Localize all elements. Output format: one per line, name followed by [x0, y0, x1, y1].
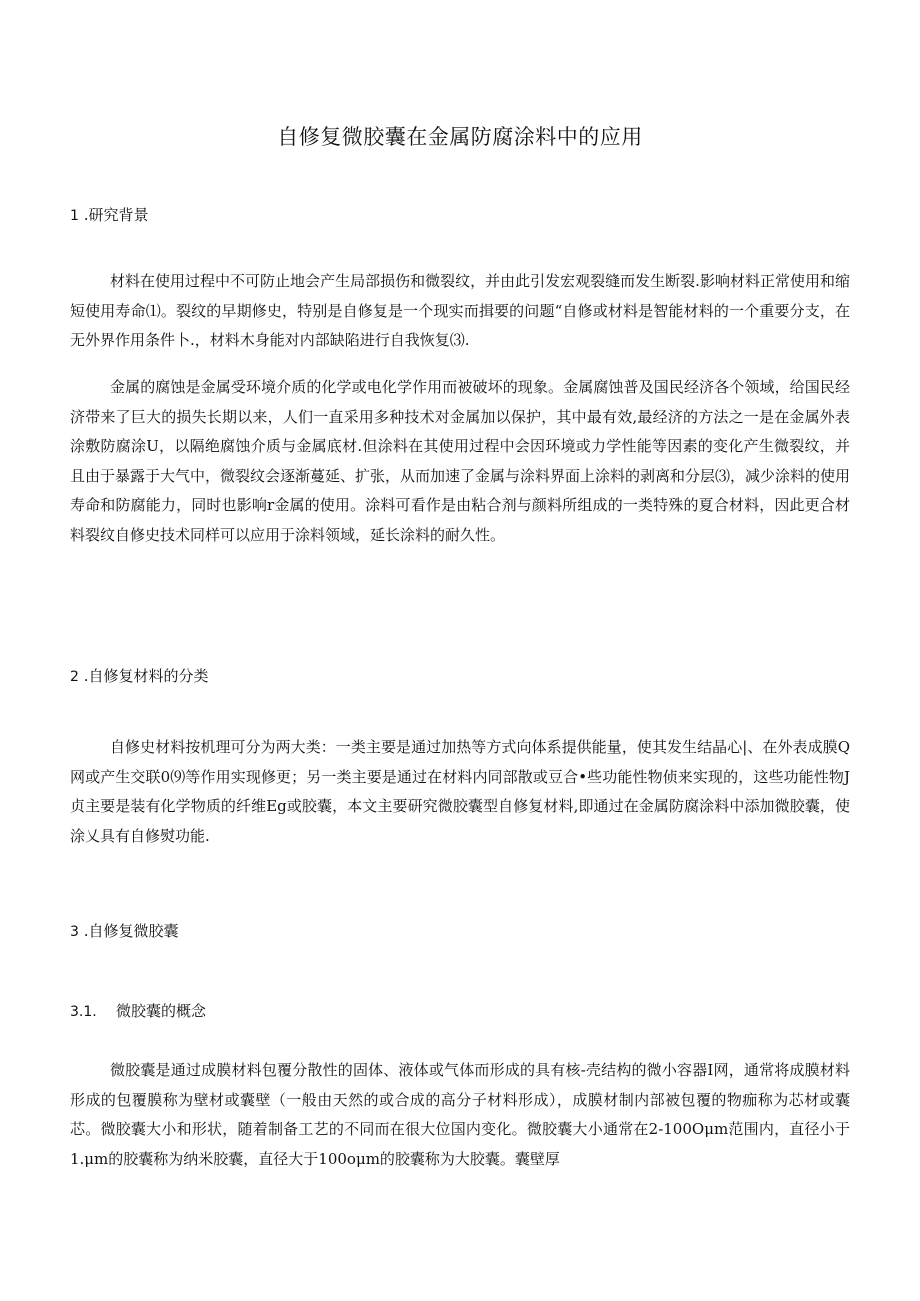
- section-3-number: 3: [70, 924, 79, 940]
- section-3-1-title: 微胶囊的概念: [116, 1002, 207, 1020]
- section-2-paragraph-1: 自修史材料按机理可分为两大类：一类主要是通过加热等方式向体系提供能量，使其发生结晶心|、在外表成膜Q网或产生交联0⑼等作用实现修更；另一类主要是通过在材料内同部散或豆合•些功能性物侦来实现的，这些功能性物J贞主要是装有化学物质的纤维Eg或胶囊，本文主要研究微胶囊型自修复材料,即通过在金属防腐涂料中添加微胶囊，使涂乂具有自修熨功能.: [70, 738, 850, 845]
- section-3-heading: [70, 920, 178, 941]
- section-3-1-paragraph-1: 微胶囊是通过成膜材料包覆分散性的固体、液体或气体而形成的具有核-壳结构的微小容器I网，通常将成膜材料形成的包覆膜称为壁材或囊壁（一般由天然的或合成的高分子材料形成），成膜材制内部被包覆的物痂称为芯材或囊芯。微胶囊大小和形状，随着制备工艺的不同而在很大位国内变化。微胶囊大小通常在2-100Oμm范围内，直径小于1.μm的胶囊称为纳米胶囊，直径大于100oμm的胶囊称为大胶囊。囊壁厚: [70, 1061, 850, 1168]
- document-title: 自修复微胶囊在金属防腐涂料中的应用: [277, 125, 643, 149]
- section-1-heading: [70, 204, 148, 225]
- section-2-title: .自修复材料的分类: [78, 667, 209, 685]
- section-2-heading: [70, 665, 208, 686]
- section-1-number: 1: [70, 208, 79, 224]
- section-1-paragraph-2: 金属的腐蚀是金属受环境介质的化学或电化学作用而被破坏的现象。金属腐蚀普及国民经济各个领域，给国民经济带来了巨大的损失长期以来，人们一直采用多种技术对金属加以保护，其中最有效,最经济的方法之一是在金属外表涂敷防腐涂U，以隔绝腐蚀介质与金属底材.但涂料在其使用过程中会因环境或力学性能等因素的变化产生微裂纹，并且由于暴露于大气中，微裂纹会逐渐蔓延、扩张，从而加速了金属与涂料界面上涂料的剥离和分层⑶，减少涂料的使用寿命和防腐能力，同时也影响r金属的使用。涂料可看作是由粘合剂与颜料所组成的一类特殊的夏合材料，因此更合材料裂纹自修史技术同样可以应用于涂料领域，延长涂料的耐久性。: [70, 378, 851, 544]
- section-2-number: 2: [70, 669, 79, 685]
- section-1-title: .研究背景: [78, 206, 149, 224]
- section-3-1-number: 3.1.: [70, 1004, 97, 1020]
- section-1-paragraph-1: 材料在使用过程中不可防止地会产生局部损伤和微裂纹，并由此引发宏观裂缝而发生断裂.影响材料正常使用和缩短使用寿命⑴。裂纹的早期修史，特别是自修复是一个现实而揖要的问题“自修或材料是智能材料的一个重要分支，在无外界作用条件卜.，材料木身能对内部缺陷进行自我恢复⑶.: [70, 272, 850, 349]
- section-3-title: .自修复微胶囊: [78, 922, 179, 940]
- section-3-1-heading: [70, 1000, 206, 1021]
